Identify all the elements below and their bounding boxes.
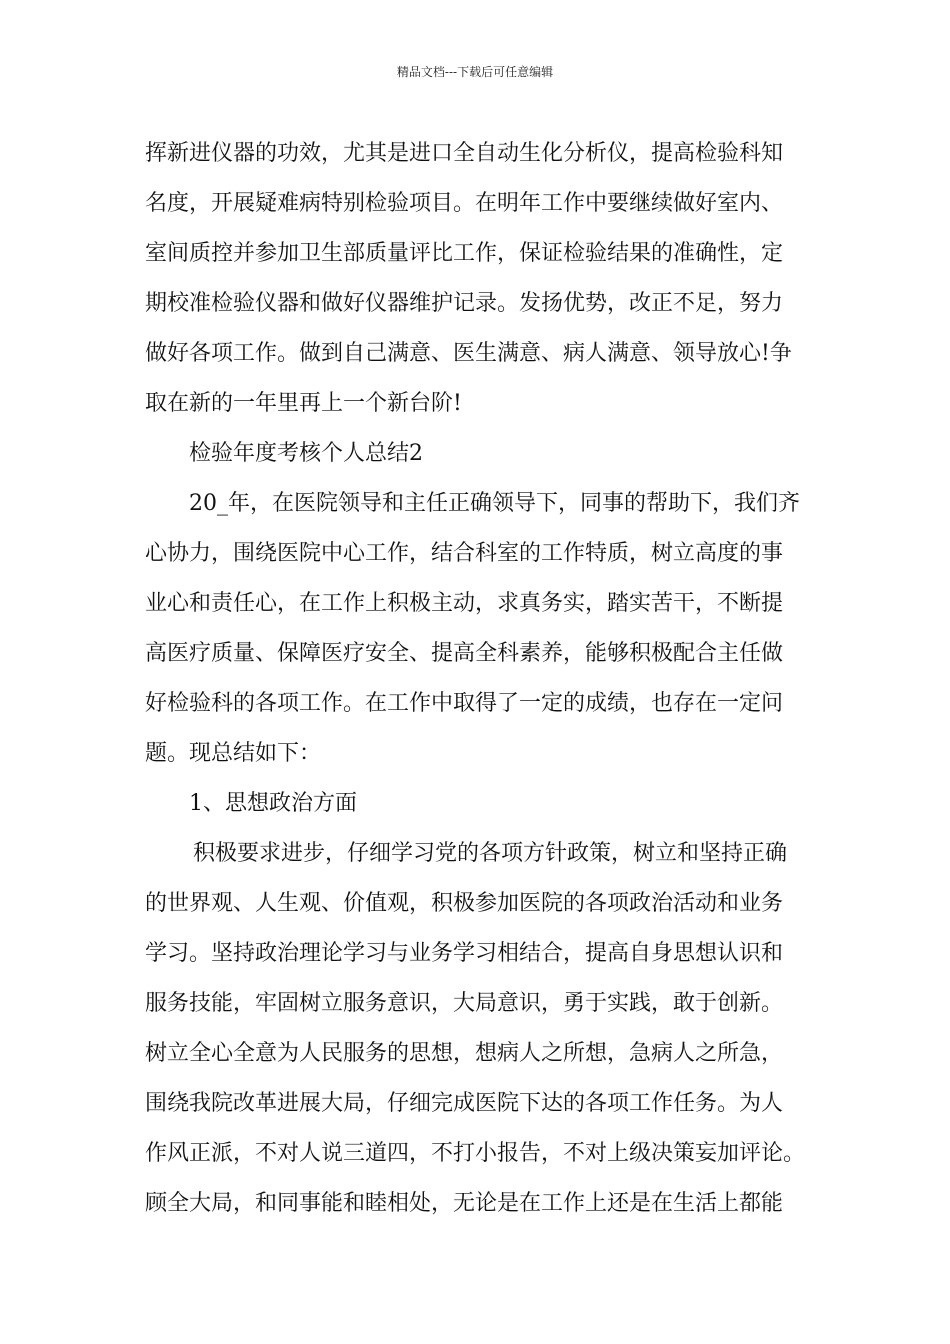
- paragraph-line: 室间质控并参加卫生部质量评比工作，保证检验结果的准确性，定: [145, 241, 784, 266]
- paragraph-line: 顾全大局，和同事能和睦相处，无论是在工作上还是在生活上都能: [145, 1191, 784, 1216]
- paragraph-line: 名度，开展疑难病特别检验项目。在明年工作中要继续做好室内、: [145, 191, 784, 216]
- paragraph-line: 高医疗质量、保障医疗安全、提高全科素养，能够积极配合主任做: [145, 641, 784, 666]
- paragraph-line: 作风正派，不对人说三道四，不打小报告，不对上级决策妄加评论。: [145, 1141, 806, 1166]
- paragraph-line: 积极要求进步，仔细学习党的各项方针政策，树立和坚持正确: [193, 841, 788, 866]
- paragraph-line: 树立全心全意为人民服务的思想，想病人之所想，急病人之所急，: [145, 1041, 784, 1066]
- paragraph-line: 题。现总结如下：: [145, 741, 322, 766]
- paragraph-line: 期校准检验仪器和做好仪器维护记录。发扬优势，改正不足，努力: [145, 291, 784, 316]
- paragraph-line: 挥新进仪器的功效，尤其是进口全自动生化分析仪，提高检验科知: [145, 141, 784, 166]
- page-header: 精品文档---下载后可任意编辑: [396, 65, 554, 79]
- paragraph-line: 好检验科的各项工作。在工作中取得了一定的成绩，也存在一定问: [145, 691, 784, 716]
- paragraph-line: 服务技能，牢固树立服务意识，大局意识，勇于实践，敢于创新。: [145, 991, 784, 1016]
- paragraph-line: 业心和责任心，在工作上积极主动，求真务实，踏实苦干，不断提: [145, 591, 784, 616]
- paragraph-line: 的世界观、人生观、价值观，积极参加医院的各项政治活动和业务: [145, 891, 784, 916]
- paragraph-line: 围绕我院改革进展大局，仔细完成医院下达的各项工作任务。为人: [145, 1091, 784, 1116]
- section-title: 检验年度考核个人总结2: [189, 441, 423, 466]
- document-body: [145, 129, 825, 1229]
- section-heading: 1、思想政治方面: [189, 791, 357, 816]
- paragraph-line: 做好各项工作。做到自己满意、医生满意、病人满意、领导放心!争: [145, 341, 792, 366]
- paragraph-line: 心协力，围绕医院中心工作，结合科室的工作特质，树立高度的事: [145, 541, 784, 566]
- paragraph-line: 20_年，在医院领导和主任正确领导下，同事的帮助下，我们齐: [189, 491, 800, 516]
- paragraph-line: 取在新的一年里再上一个新台阶!: [145, 391, 462, 416]
- paragraph-line: 学习。坚持政治理论学习与业务学习相结合，提高自身思想认识和: [145, 941, 784, 966]
